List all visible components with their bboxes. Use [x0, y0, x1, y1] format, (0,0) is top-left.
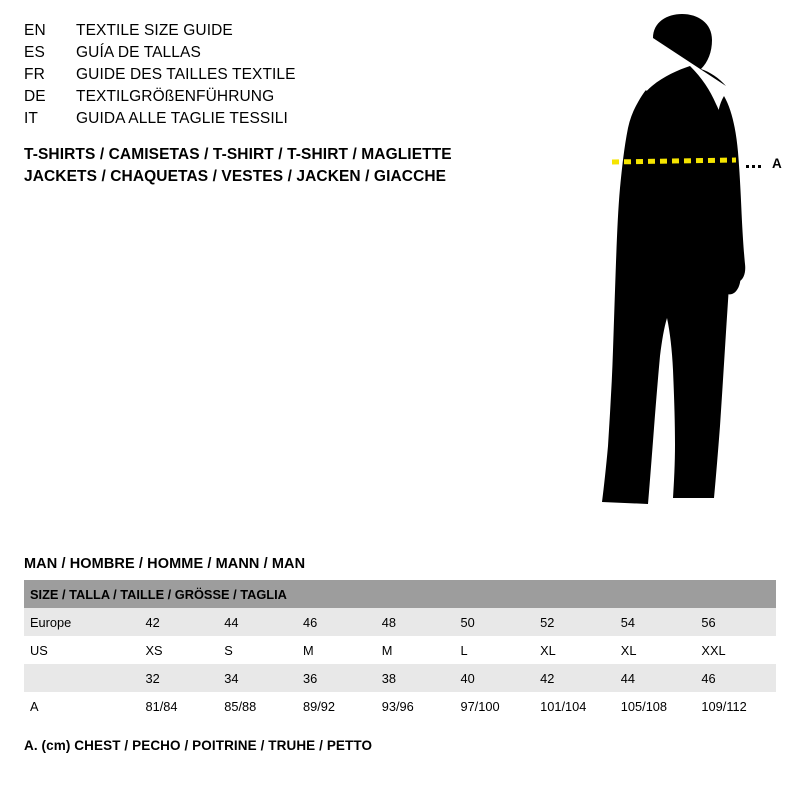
language-title: TEXTILGRÖßENFÜHRUNG [76, 88, 275, 105]
cell: 42 [534, 664, 615, 692]
category-line-jackets: JACKETS / CHAQUETAS / VESTES / JACKEN / GIACCHE [24, 168, 447, 185]
cell: 52 [534, 608, 615, 636]
marker-label-a: A [772, 156, 782, 171]
cell: 46 [297, 608, 376, 636]
cell: 89/92 [297, 692, 376, 720]
language-header-block [24, 22, 544, 132]
cell: 54 [615, 608, 696, 636]
gender-label: MAN / HOMBRE / HOMME / MANN / MAN [24, 556, 306, 572]
language-title: GUIDE DES TAILLES TEXTILE [76, 66, 296, 83]
cell: M [297, 636, 376, 664]
table-row [24, 664, 776, 692]
cell: 36 [297, 664, 376, 692]
cell: 105/108 [615, 692, 696, 720]
cell: 42 [140, 608, 219, 636]
footnote: A. (cm) CHEST / PECHO / POITRINE / TRUHE / PETTO [24, 738, 373, 753]
cell: S [218, 636, 297, 664]
cell: 44 [218, 608, 297, 636]
category-list [24, 144, 584, 188]
row-label: US [24, 636, 140, 664]
cell: 38 [376, 664, 455, 692]
language-title: TEXTILE SIZE GUIDE [76, 22, 233, 39]
row-label: A [24, 692, 140, 720]
language-row [24, 110, 544, 132]
language-row [24, 44, 544, 66]
cell: XS [140, 636, 219, 664]
language-row [24, 22, 544, 44]
category-line-tshirts: T-SHIRTS / CAMISETAS / T-SHIRT / T-SHIRT / MAGLIETTE [24, 146, 452, 163]
row-label: Europe [24, 608, 140, 636]
language-code: FR [24, 66, 45, 83]
language-title: GUÍA DE TALLAS [76, 44, 201, 61]
language-code: ES [24, 44, 45, 61]
cell: 97/100 [454, 692, 534, 720]
cell: XL [615, 636, 696, 664]
cell: 32 [140, 664, 219, 692]
figure-silhouette [540, 10, 800, 550]
cell: 101/104 [534, 692, 615, 720]
language-title: GUIDA ALLE TAGLIE TESSILI [76, 110, 288, 127]
language-code: EN [24, 22, 46, 39]
man-silhouette-icon [540, 10, 800, 550]
cell: XL [534, 636, 615, 664]
cell: M [376, 636, 455, 664]
cell: L [454, 636, 534, 664]
cell: 48 [376, 608, 455, 636]
cell: 40 [454, 664, 534, 692]
language-code: DE [24, 88, 46, 105]
cell: XXL [695, 636, 776, 664]
language-code: IT [24, 110, 38, 127]
cell: 46 [695, 664, 776, 692]
cell: 56 [695, 608, 776, 636]
cell: 93/96 [376, 692, 455, 720]
cell: 109/112 [695, 692, 776, 720]
cell: 50 [454, 608, 534, 636]
table-row [24, 692, 776, 720]
table-row [24, 608, 776, 636]
language-row [24, 88, 544, 110]
language-row [24, 66, 544, 88]
table-header-label: SIZE / TALLA / TAILLE / GRÖSSE / TAGLIA [24, 580, 776, 608]
table-header-row [24, 580, 776, 608]
cell: 34 [218, 664, 297, 692]
cell: 81/84 [140, 692, 219, 720]
cell: 85/88 [218, 692, 297, 720]
row-label [24, 664, 140, 692]
marker-leader-dots [746, 158, 768, 170]
size-table [24, 580, 776, 720]
cell: 44 [615, 664, 696, 692]
size-table-section [24, 556, 776, 753]
table-row [24, 636, 776, 664]
